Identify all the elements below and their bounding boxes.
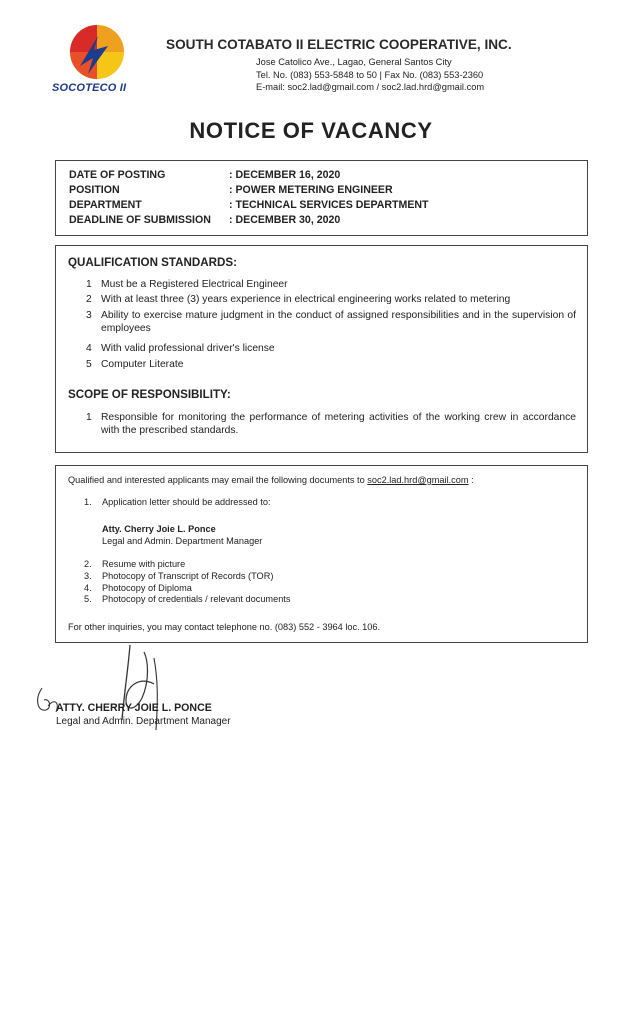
info-label: POSITION xyxy=(69,184,120,196)
document-title: NOTICE OF VACANCY xyxy=(189,118,433,143)
addressee-name: Atty. Cherry Joie L. Ponce xyxy=(102,524,216,534)
item-number: 1 xyxy=(86,412,92,423)
item-text: With at least three (3) years experience in electrical engineering works related to metering xyxy=(101,294,511,305)
item-number: 2. xyxy=(84,559,92,569)
application-intro xyxy=(68,474,474,486)
scope-heading: SCOPE OF RESPONSIBILITY: xyxy=(68,388,231,401)
qualifications-box xyxy=(55,245,588,453)
info-label: DATE OF POSTING xyxy=(69,169,166,181)
inquiries-text: For other inquiries, you may contact telephone no. (083) 552 - 3964 loc. 106. xyxy=(68,622,381,632)
info-row-deadline xyxy=(69,214,341,226)
signatory-role: Legal and Admin. Department Manager xyxy=(56,716,231,727)
organization-name: SOUTH COTABATO II ELECTRIC COOPERATIVE, INC. xyxy=(166,37,512,52)
scope-item xyxy=(86,411,576,437)
qualification-heading: QUALIFICATION STANDARDS: xyxy=(68,256,237,269)
info-label: DEPARTMENT xyxy=(69,199,142,211)
phone-line: Tel. No. (083) 553-5848 to 50 | Fax No. (083) 553-2360 xyxy=(256,69,484,80)
signatory-name: ATTY. CHERRY JOIE L. PONCE xyxy=(56,702,212,714)
item-number: 5 xyxy=(86,359,92,370)
intro-end: : xyxy=(468,475,474,485)
item-text: Photocopy of credentials / relevant documents xyxy=(102,594,291,605)
item-text: With valid professional driver's license xyxy=(101,343,275,354)
item-text: Resume with picture xyxy=(102,559,186,569)
application-item xyxy=(84,559,290,571)
application-email-link[interactable]: soc2.lad.hrd@gmail.com xyxy=(367,475,469,485)
contact-block xyxy=(256,56,484,94)
info-row-date xyxy=(69,169,341,181)
qualification-item xyxy=(86,293,576,306)
info-value: : POWER METERING ENGINEER xyxy=(229,184,393,196)
item-text: Computer Literate xyxy=(101,359,184,370)
application-list-first xyxy=(84,497,271,509)
qualification-item xyxy=(86,342,576,355)
item-number: 4 xyxy=(86,343,92,354)
item-text: Must be a Registered Electrical Engineer xyxy=(101,279,288,290)
item-text: Responsible for monitoring the performance of metering activities of the working crew in accordance with the prescribed standards. xyxy=(101,412,576,436)
item-text: Photocopy of Transcript of Records (TOR) xyxy=(102,570,274,581)
vacancy-info-box xyxy=(55,160,588,236)
qualification-item xyxy=(86,278,576,291)
application-item xyxy=(84,583,290,595)
item-text: Application letter should be addressed to: xyxy=(102,497,271,507)
item-number: 5. xyxy=(84,594,92,605)
item-number: 1 xyxy=(86,279,92,290)
info-row-position xyxy=(69,184,393,196)
info-value: : DECEMBER 30, 2020 xyxy=(229,214,341,226)
item-number: 3. xyxy=(84,570,92,581)
item-number: 3 xyxy=(86,310,92,321)
info-row-department xyxy=(69,199,429,211)
application-item xyxy=(84,571,290,583)
info-label: DEADLINE OF SUBMISSION xyxy=(69,214,211,226)
application-item xyxy=(84,497,271,509)
application-list xyxy=(84,559,290,606)
address-line: Jose Catolico Ave., Lagao, General Santos City xyxy=(256,57,452,67)
addressee-role: Legal and Admin. Department Manager xyxy=(102,536,263,546)
info-value: : TECHNICAL SERVICES DEPARTMENT xyxy=(229,199,429,211)
item-number: 2 xyxy=(86,294,92,305)
qualification-item xyxy=(86,309,576,335)
intro-text: Qualified and interested applicants may email the following documents to xyxy=(68,475,365,485)
email-line: E-mail: soc2.lad@gmail.com / soc2.lad.hrd@gmail.com xyxy=(256,82,485,92)
logo-text: SOCOTECO II xyxy=(52,82,127,94)
item-text: Photocopy of Diploma xyxy=(102,582,192,593)
application-item xyxy=(84,594,290,606)
application-box xyxy=(55,465,588,643)
item-number: 4. xyxy=(84,582,92,593)
info-value: : DECEMBER 16, 2020 xyxy=(229,169,341,181)
item-text: Ability to exercise mature judgment in the conduct of assigned responsibilities and in the supervision of employees xyxy=(101,310,576,334)
qualification-item xyxy=(86,358,576,371)
item-number: 1. xyxy=(84,497,92,507)
